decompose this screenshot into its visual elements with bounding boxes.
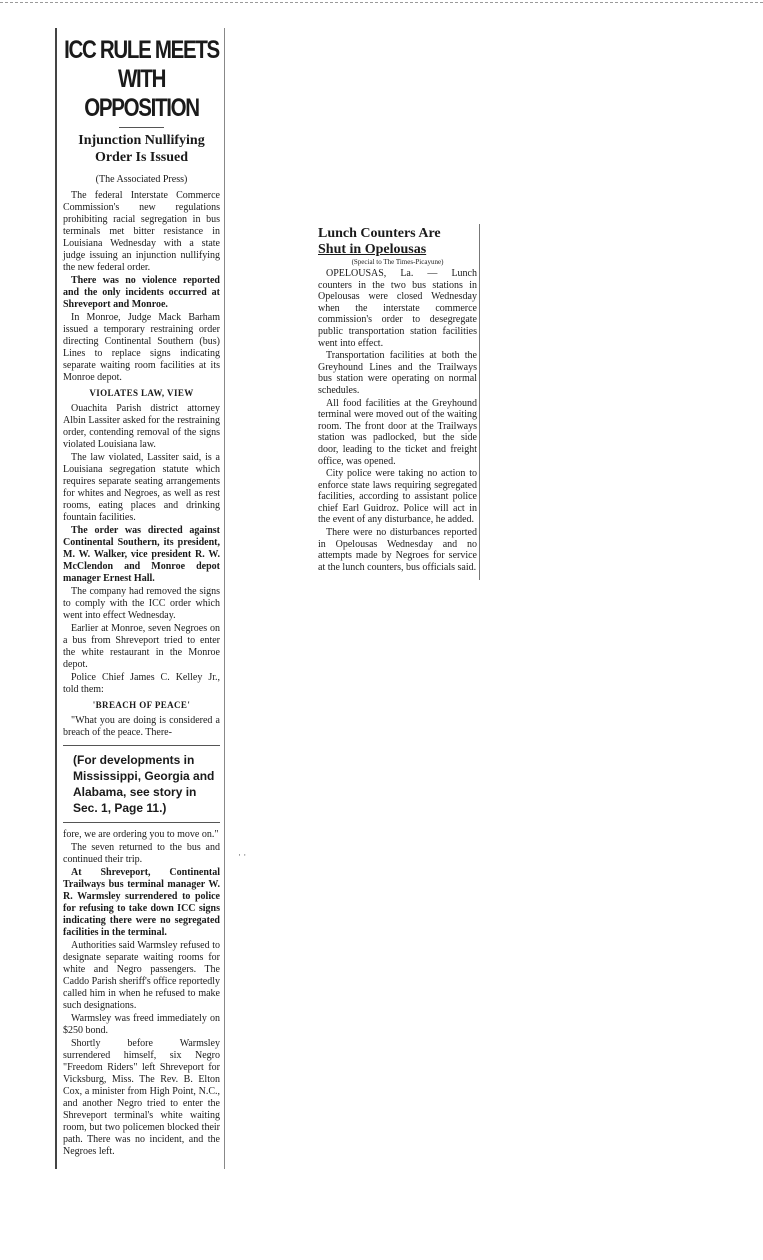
paragraph: Police Chief James C. Kelley Jr., told them: [63,672,220,695]
cross-reference-box: (For developments in Mississippi, Georgia and Alabama, see story in Sec. 1, Page 11.) [63,745,220,823]
paragraph: Shortly before Warmsley surrendered himself, six Negro "Freedom Riders" left Shreveport for Vicksburg, Miss. The Rev. B. Elton Cox, a minister from High Point, N.C., and another Negro tried to enter the Shreveport terminal's white waiting room, but two policemen blocked their path. There was no incident, and the Negroes left. [63,1038,220,1157]
paragraph: Ouachita Parish district attorney Albin Lassiter asked for the restraining order, contending removal of the signs violated Louisiana law. [63,403,220,450]
main-deck: Injunction Nullifying Order Is Issued [78,133,205,165]
subhead-breach-of-peace: 'BREACH OF PEACE' [92,700,191,710]
paragraph: There was no violence reported and the only incidents occurred at Shreveport and Monroe. [63,275,220,310]
side-headline-line-2: Shut in Opelousas [318,242,427,257]
main-headline [63,36,220,123]
scan-speck: · · [238,850,247,860]
wire-credit: (The Associated Press) [95,174,188,185]
page-top-border [0,2,763,3]
side-article-clipping [316,224,480,580]
side-paragraphs [318,268,477,573]
paragraph: The company had removed the signs to comply with the ICC order which went into effect Wednesday. [63,586,220,621]
paragraph: "What you are doing is considered a breach of the peace. There- [63,715,220,738]
paragraph: In Monroe, Judge Mack Barham issued a temporary restraining order directing Continental Southern (bus) Lines to replace signs indicating separate waiting room facilities at its Monroe depot. [63,312,220,383]
paragraph: Warmsley was freed immediately on $250 bond. [63,1013,220,1036]
paragraph: OPELOUSAS, La. — Lunch counters in the two bus stations in Opelousas were closed Wednesday when the interstate commerce commission's order to desegregate public transportation station facilities went into effect. [318,268,477,349]
paragraph: fore, we are ordering you to move on." [63,829,219,840]
paragraph: All food facilities at the Greyhound terminal were moved out of the waiting room. The front door at the Trailways station was padlocked, but the side door, leading to the ticket and freight office, was opened. [318,397,477,467]
headline-rule [119,127,164,128]
paragraph: The law violated, Lassiter said, is a Louisiana segregation statute which requires separate seating arrangements for whites and Negroes, as well as rest rooms, eating places and drinking fountain facilities. [63,452,220,523]
paragraphs-a [63,190,220,384]
paragraph: The order was directed against Continental Southern, its president, M. W. Walker, vice president R. W. McClendon and Monroe depot manager Ernest Hall. [63,525,220,584]
paragraph: Transportation facilities at both the Greyhound Lines and the Trailways bus station were operating on normal schedules. [318,350,477,396]
paragraph: At Shreveport, Continental Trailways bus terminal manager W. R. Warmsley surrendered to police for refusing to take down ICC signs indicating there were no segregated facilities in the terminal. [63,867,220,938]
paragraph: City police were taking no action to enforce state laws requiring segregated facilities, according to assistant police chief Earl Guidroz. Police will act in the event of any disturbance, he added. [318,468,477,526]
paragraph: There were no disturbances reported in Opelousas Wednesday and no attempts made by Negroes for service at the lunch counters, bus officials said. [318,527,477,573]
paragraph: Authorities said Warmsley refused to designate separate waiting rooms for white and Negro passengers. The Caddo Parish sheriff's office reportedly called him in when he refused to make such designations. [63,940,220,1011]
headline-line-1: ICC RULE MEETS [64,36,219,64]
paragraphs-d [63,829,220,1158]
paragraph: The federal Interstate Commerce Commission's new regulations prohibiting racial segregation in bus terminals met bitter resistance in Louisiana Wednesday with a state judge issuing an injunction nullifying the new federal order. [63,190,220,273]
side-byline: (Special to The Times-Picayune) [351,258,444,266]
side-headline [318,226,477,258]
paragraph: The seven returned to the bus and continued their trip. [63,842,220,865]
headline-line-2: WITH OPPOSITION [84,65,199,122]
paragraphs-c [63,715,220,739]
main-article-clipping [55,28,225,1169]
paragraphs-b [63,403,220,696]
side-headline-line-1: Lunch Counters Are [318,226,441,241]
subhead-violates-law: VIOLATES LAW, VIEW [89,388,194,398]
paragraph: Earlier at Monroe, seven Negroes on a bus from Shreveport tried to enter the white restaurant in the Monroe depot. [63,623,220,670]
